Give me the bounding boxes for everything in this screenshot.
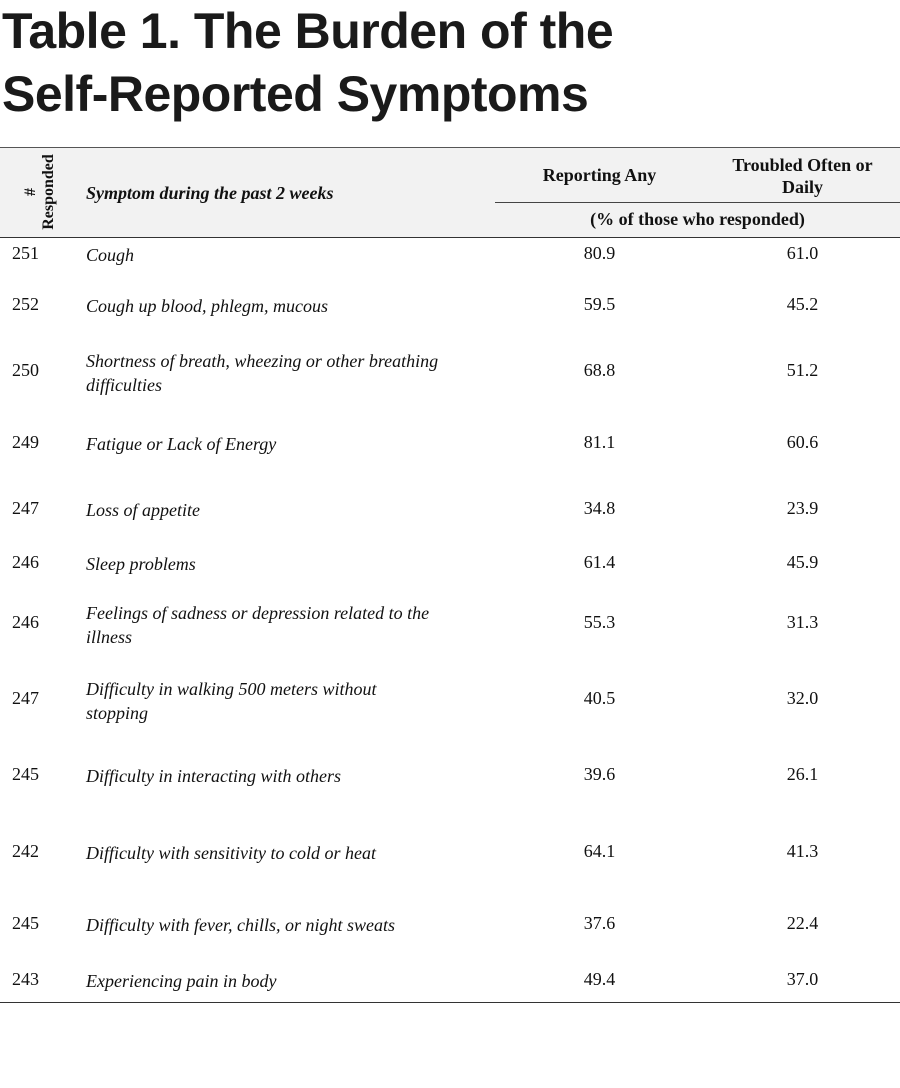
row-responded: 245 bbox=[12, 913, 39, 933]
header-reporting-any: Reporting Any bbox=[542, 165, 657, 185]
row-reporting-any: 37.6 bbox=[583, 913, 616, 933]
table-bottom-rule bbox=[0, 1002, 900, 1003]
header-responded-hash: # bbox=[22, 188, 39, 197]
row-symptom-line-1: Difficulty in walking 500 meters without bbox=[86, 679, 377, 699]
row-troubled: 26.1 bbox=[786, 764, 819, 784]
row-symptom: Experiencing pain in body bbox=[86, 971, 277, 991]
row-symptom: Difficulty with fever, chills, or night sweats bbox=[86, 915, 395, 935]
row-troubled: 45.9 bbox=[786, 552, 819, 572]
row-responded: 251 bbox=[12, 243, 39, 263]
row-troubled: 61.0 bbox=[786, 243, 819, 263]
header-percent-note: (% of those who responded) bbox=[590, 209, 805, 229]
row-responded: 249 bbox=[12, 432, 39, 452]
row-responded: 245 bbox=[12, 764, 39, 784]
row-reporting-any: 49.4 bbox=[583, 969, 616, 989]
header-responded bbox=[0, 148, 80, 236]
row-symptom: Sleep problems bbox=[86, 554, 196, 574]
row-symptom bbox=[86, 601, 491, 649]
header-troubled-line-1: Troubled Often or bbox=[732, 155, 873, 175]
row-symptom: Fatigue or Lack of Energy bbox=[86, 434, 277, 454]
row-symptom-line-2: stopping bbox=[86, 703, 149, 723]
row-symptom-line-2: illness bbox=[86, 627, 133, 647]
row-responded: 246 bbox=[12, 612, 39, 632]
row-troubled: 51.2 bbox=[786, 360, 819, 380]
row-reporting-any: 64.1 bbox=[583, 841, 616, 861]
row-symptom: Difficulty in interacting with others bbox=[86, 766, 341, 786]
header-troubled-line-2: Daily bbox=[781, 177, 823, 197]
row-responded: 247 bbox=[12, 688, 39, 708]
row-troubled: 60.6 bbox=[786, 432, 819, 452]
row-symptom-line-1: Feelings of sadness or depression related to the bbox=[86, 603, 430, 623]
row-responded: 252 bbox=[12, 294, 39, 314]
table-title-line-2: Self-Reported Symptoms bbox=[2, 66, 589, 122]
row-symptom: Difficulty with sensitivity to cold or heat bbox=[86, 843, 376, 863]
header-responded-label: Responded bbox=[40, 154, 57, 230]
row-reporting-any: 55.3 bbox=[583, 612, 616, 632]
header-troubled bbox=[705, 154, 900, 198]
row-troubled: 31.3 bbox=[786, 612, 819, 632]
row-symptom: Cough up blood, phlegm, mucous bbox=[86, 296, 328, 316]
table-header bbox=[0, 147, 900, 238]
row-reporting-any: 40.5 bbox=[583, 688, 616, 708]
row-responded: 246 bbox=[12, 552, 39, 572]
row-reporting-any: 59.5 bbox=[583, 294, 616, 314]
row-symptom-line-1: Shortness of breath, wheezing or other breathing bbox=[86, 351, 439, 371]
header-symptom: Symptom during the past 2 weeks bbox=[86, 183, 334, 203]
row-troubled: 22.4 bbox=[786, 913, 819, 933]
row-troubled: 23.9 bbox=[786, 498, 819, 518]
row-symptom bbox=[86, 677, 491, 725]
row-reporting-any: 61.4 bbox=[583, 552, 616, 572]
row-reporting-any: 81.1 bbox=[583, 432, 616, 452]
row-responded: 242 bbox=[12, 841, 39, 861]
row-symptom bbox=[86, 349, 491, 397]
row-troubled: 41.3 bbox=[786, 841, 819, 861]
row-reporting-any: 68.8 bbox=[583, 360, 616, 380]
row-responded: 247 bbox=[12, 498, 39, 518]
row-reporting-any: 34.8 bbox=[583, 498, 616, 518]
row-responded: 243 bbox=[12, 969, 39, 989]
row-responded: 250 bbox=[12, 360, 39, 380]
row-symptom-line-2: difficulties bbox=[86, 375, 162, 395]
table-title-line-1: Table 1. The Burden of the bbox=[2, 3, 614, 59]
row-troubled: 37.0 bbox=[786, 969, 819, 989]
row-reporting-any: 39.6 bbox=[583, 764, 616, 784]
table-title bbox=[2, 0, 892, 126]
row-symptom: Cough bbox=[86, 245, 135, 265]
row-symptom: Loss of appetite bbox=[86, 500, 201, 520]
row-reporting-any: 80.9 bbox=[583, 243, 616, 263]
header-divider bbox=[495, 202, 900, 203]
row-troubled: 32.0 bbox=[786, 688, 819, 708]
row-troubled: 45.2 bbox=[786, 294, 819, 314]
